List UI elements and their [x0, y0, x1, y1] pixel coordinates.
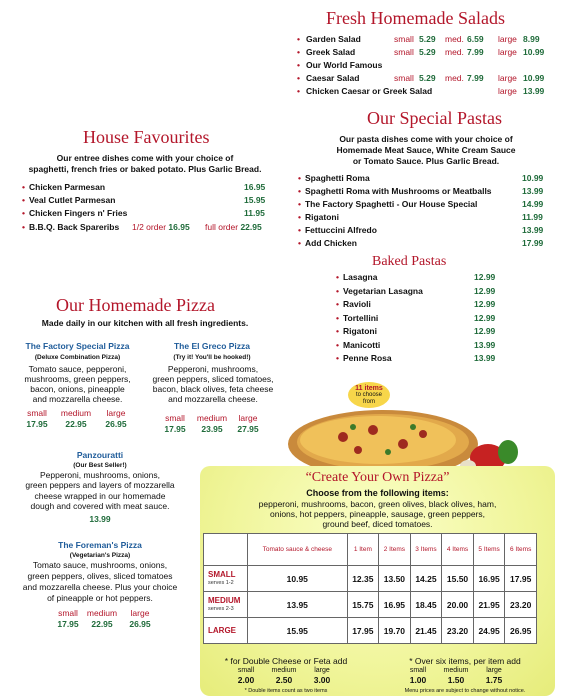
badge-line-3: from — [363, 399, 375, 405]
foreman-sub: (Vegetarian's Pizza) — [69, 552, 131, 559]
size-name: MEDIUM — [208, 595, 241, 605]
salad-med-label: med. — [445, 47, 464, 57]
baked-row — [336, 353, 392, 363]
size-label — [204, 618, 248, 644]
bullet: • — [336, 339, 339, 350]
foreman-price-small: 17.95 — [57, 619, 79, 629]
extra-size: large — [314, 667, 330, 674]
baked-price: 12.99 — [474, 285, 496, 296]
greco-desc-1: Pepperoni, mushrooms, — [167, 364, 259, 374]
extra-size: small — [237, 667, 255, 674]
ribs-row — [22, 222, 119, 232]
ribs-full-price: 22.95 — [240, 222, 262, 232]
salad-large-label: large — [498, 86, 517, 96]
pasta-row — [298, 238, 357, 248]
price-cell: 21.95 — [473, 592, 505, 618]
foreman-price-large: 26.95 — [129, 619, 151, 629]
salad-large-price: 13.99 — [523, 86, 545, 96]
baked-name: Penne Rosa — [342, 353, 392, 363]
foreman-size-small: small — [58, 608, 78, 618]
greco-price-medium: 23.95 — [201, 424, 223, 434]
pasta-price: 10.99 — [522, 173, 544, 183]
bullet: • — [298, 212, 301, 222]
foreman-price-medium: 22.95 — [91, 619, 113, 629]
baked-title: Baked Pastas — [372, 254, 447, 269]
bullet: • — [297, 60, 300, 70]
baked-price: 12.99 — [474, 272, 496, 282]
extra-price: 1.50 — [447, 675, 465, 685]
foreman-desc-4: of pineapple or hot peppers. — [47, 593, 153, 603]
price-cell: 16.95 — [473, 566, 505, 592]
salad-large-price: 10.99 — [523, 47, 545, 57]
panzo-sub: (Our Best Seller!) — [73, 462, 127, 469]
salad-small-price: 5.29 — [419, 47, 436, 57]
salad-small-label: small — [394, 34, 414, 44]
col-header: 5 Items — [473, 534, 505, 566]
panzo-name: Panzouratti — [76, 450, 124, 460]
bullet: • — [298, 199, 301, 209]
price-cell: 13.95 — [248, 592, 348, 618]
table-row — [204, 566, 537, 592]
baked-name: Manicotti — [342, 339, 381, 350]
pastas-intro-2: Homemade Meat Sauce, White Cream Sauce — [336, 145, 516, 155]
create-toppings-2: onions, hot peppers, pineapple, sausage, green peppers, — [269, 509, 486, 519]
extra-right-note: Menu prices are subject to change without notice. — [404, 688, 526, 694]
pasta-name: Spaghetti Roma — [304, 173, 370, 183]
pasta-price: 13.99 — [522, 186, 544, 196]
size-label — [204, 592, 248, 618]
price-cell: 17.95 — [347, 618, 379, 644]
salad-name: Caesar Salad — [306, 73, 360, 83]
salad-large-label: large — [498, 73, 517, 83]
price-cell: 15.95 — [248, 618, 348, 644]
foreman-desc-3: and mozzarella cheese. Plus your choice — [22, 582, 178, 592]
factory-pizza-sub: (Deluxe Combination Pizza) — [34, 354, 121, 361]
house-title: House Favourites — [83, 127, 210, 147]
bullet: • — [336, 353, 339, 363]
pastas-intro-1: Our pasta dishes come with your choice of — [339, 134, 513, 144]
baked-price: 13.99 — [474, 353, 496, 363]
pasta-price: 11.99 — [522, 212, 543, 222]
pastas-title: Our Special Pastas — [367, 108, 502, 128]
pizza-intro: Made daily in our kitchen with all fresh ingredients. — [41, 318, 249, 328]
salad-name: Greek Salad — [306, 47, 356, 57]
salad-small-label: small — [394, 73, 414, 83]
baked-row — [336, 286, 423, 296]
badge-line-1: 11 items — [355, 385, 383, 392]
salad-name: Chicken Caesar or Greek Salad — [306, 86, 433, 96]
factory-desc-3: bacon, onions, pineapple — [30, 384, 125, 394]
bullet: • — [22, 222, 25, 232]
greco-size-large: large — [238, 413, 258, 423]
baked-price: 12.99 — [474, 299, 496, 309]
pasta-row — [298, 212, 339, 222]
create-toppings-3: ground beef, diced tomatoes. — [322, 519, 433, 529]
salad-med-price: 7.99 — [467, 73, 484, 83]
salads-title: Fresh Homemade Salads — [326, 8, 505, 28]
baked-row — [336, 299, 371, 309]
baked-price: 12.99 — [474, 326, 496, 336]
extra-right-title: * Over six items, per item add — [409, 656, 521, 666]
factory-desc-2: mushrooms, green peppers, — [24, 374, 131, 384]
bullet: • — [298, 186, 301, 196]
house-name: Chicken Fingers n' Fries — [28, 208, 128, 218]
price-cell: 23.20 — [505, 592, 537, 618]
house-row — [22, 195, 115, 205]
price-cell: 24.95 — [473, 618, 505, 644]
factory-price-medium: 22.95 — [65, 419, 87, 429]
panzo-desc-3: cheese wrapped in our homemade — [34, 491, 166, 501]
salad-row — [297, 60, 549, 72]
table-corner — [204, 534, 248, 566]
salad-name: Garden Salad — [306, 34, 361, 44]
badge-line-2: to choose — [355, 392, 383, 398]
baked-row — [336, 340, 380, 350]
bullet: • — [298, 238, 301, 248]
pasta-price: 13.99 — [522, 225, 544, 235]
house-row — [22, 208, 127, 218]
create-toppings-1: pepperoni, mushrooms, bacon, green olives, black olives, ham, — [258, 499, 497, 509]
ribs-name: B.B.Q. Back Spareribs — [28, 222, 120, 232]
baked-name: Ravioli — [342, 299, 371, 309]
pastas-intro-3: or Tomato Sauce. Plus Garlic Bread. — [352, 156, 500, 166]
col-header: Tomato sauce & cheese — [248, 534, 348, 566]
house-row — [22, 182, 105, 192]
price-cell: 12.35 — [347, 566, 379, 592]
baked-name: Tortellini — [342, 312, 379, 323]
extra-price: 1.00 — [409, 675, 427, 685]
baked-price: 12.99 — [474, 312, 496, 323]
col-header: 1 Item — [347, 534, 379, 566]
bullet: • — [297, 73, 300, 83]
baked-name: Vegetarian Lasagna — [342, 285, 423, 296]
greco-size-small: small — [165, 413, 185, 423]
table-row — [204, 592, 537, 618]
extra-left-title: * for Double Cheese or Feta add — [224, 656, 348, 666]
bullet: • — [336, 326, 339, 336]
salad-med-price: 6.59 — [467, 34, 484, 44]
baked-row — [336, 272, 377, 282]
factory-size-large: large — [106, 408, 126, 418]
salad-row — [297, 73, 549, 85]
greco-size-medium: medium — [196, 413, 228, 423]
salad-med-label: med. — [445, 34, 464, 44]
pasta-row — [298, 186, 492, 196]
extra-price: 1.75 — [485, 675, 503, 685]
house-price: 11.95 — [244, 208, 265, 218]
salad-large-price: 8.99 — [523, 34, 540, 44]
factory-price-small: 17.95 — [26, 419, 48, 429]
foreman-desc-2: green peppers, olives, sliced tomatoes — [27, 571, 173, 581]
greco-desc-4: and mozzarella cheese. — [168, 394, 258, 404]
bullet: • — [297, 47, 300, 57]
bullet: • — [22, 182, 25, 192]
size-name: SMALL — [208, 569, 236, 579]
price-cell: 20.00 — [442, 592, 474, 618]
price-cell: 23.20 — [442, 618, 474, 644]
pasta-name: Rigatoni — [304, 212, 339, 222]
house-price: 16.95 — [244, 182, 266, 192]
foreman-size-medium: medium — [86, 608, 118, 618]
bullet: • — [336, 312, 339, 323]
foreman-size-large: large — [130, 608, 150, 618]
ribs-half-label: 1/2 order — [132, 222, 167, 232]
bullet: • — [297, 86, 300, 96]
pasta-name: The Factory Spaghetti - Our House Special — [304, 199, 478, 209]
bullet: • — [298, 173, 301, 183]
greco-price-small: 17.95 — [164, 424, 186, 434]
bullet: • — [336, 272, 339, 282]
salad-row — [297, 86, 549, 98]
factory-desc-1: Tomato sauce, pepperoni, — [28, 364, 127, 374]
salad-small-price: 5.29 — [419, 34, 436, 44]
salad-small-label: small — [394, 47, 414, 57]
ribs-half-price: 16.95 — [168, 222, 190, 232]
baked-name: Rigatoni — [342, 326, 377, 336]
extra-left-note: * Double items count as two items — [244, 688, 328, 694]
extra-price: 3.00 — [313, 675, 331, 685]
col-header: 3 Items — [410, 534, 442, 566]
extra-price: 2.00 — [237, 675, 255, 685]
house-intro-2: spaghetti, french fries or baked potato. Plus Garlic Bread. — [28, 164, 262, 174]
factory-desc-4: and mozzarella cheese. — [32, 394, 123, 404]
ribs-full-label: full order — [205, 222, 239, 232]
price-cell: 17.95 — [505, 566, 537, 592]
panzo-price: 13.99 — [89, 514, 111, 524]
pasta-name: Add Chicken — [304, 238, 357, 248]
salad-large-price: 10.99 — [523, 73, 545, 83]
bullet: • — [22, 208, 25, 218]
salad-med-price: 7.99 — [467, 47, 484, 57]
panzo-desc-1: Pepperoni, mushrooms, onions, — [39, 470, 160, 480]
salad-large-label: large — [498, 34, 517, 44]
house-name: Chicken Parmesan — [28, 182, 106, 192]
pasta-price: 14.99 — [522, 199, 544, 209]
extra-size: medium — [443, 667, 469, 674]
panzo-desc-4: dough and covered with meat sauce. — [30, 501, 170, 511]
salad-med-label: med. — [445, 73, 464, 83]
price-cell: 15.50 — [442, 566, 474, 592]
salad-row — [297, 47, 549, 59]
pasta-row — [298, 199, 477, 209]
greco-pizza-sub: (Try it! You'll be hooked!) — [173, 354, 251, 361]
foreman-desc-1: Tomato sauce, mushrooms, onions, — [32, 560, 168, 570]
size-label — [204, 566, 248, 592]
price-cell: 18.45 — [410, 592, 442, 618]
baked-price: 13.99 — [474, 339, 496, 350]
pasta-price: 17.99 — [522, 238, 544, 248]
bullet: • — [298, 225, 301, 235]
bullet: • — [336, 285, 339, 296]
price-cell: 10.95 — [248, 566, 348, 592]
price-cell: 21.45 — [410, 618, 442, 644]
house-name: Veal Cutlet Parmesan — [28, 195, 116, 205]
baked-name: Lasagna — [342, 272, 378, 282]
extra-size: small — [409, 667, 427, 674]
col-header: 6 Items — [505, 534, 537, 566]
size-serves: serves 2-3 — [208, 605, 234, 612]
price-cell: 14.25 — [410, 566, 442, 592]
foreman-name: The Foreman's Pizza — [58, 540, 142, 550]
salad-large-label: large — [498, 47, 517, 57]
bullet: • — [336, 299, 339, 309]
items-badge — [348, 382, 390, 408]
factory-price-large: 26.95 — [105, 419, 127, 429]
greco-price-large: 27.95 — [237, 424, 259, 434]
price-cell: 15.75 — [347, 592, 379, 618]
pizza-title: Our Homemade Pizza — [56, 295, 215, 315]
house-price: 15.95 — [244, 195, 266, 205]
extra-size: large — [486, 667, 502, 674]
greco-pizza-name: The El Greco Pizza — [173, 341, 251, 351]
create-title: “Create Your Own Pizza” — [305, 470, 450, 485]
col-header: 4 Items — [442, 534, 474, 566]
ribs-half — [132, 222, 190, 232]
salad-row — [297, 34, 549, 46]
price-cell: 19.70 — [379, 618, 411, 644]
pasta-name: Fettuccini Alfredo — [304, 225, 377, 235]
create-price-table — [203, 533, 537, 644]
baked-row — [336, 313, 378, 323]
ribs-full — [205, 222, 262, 232]
price-cell: 16.95 — [379, 592, 411, 618]
price-cell: 26.95 — [505, 618, 537, 644]
size-name: LARGE — [208, 625, 236, 635]
pasta-row — [298, 225, 377, 235]
factory-pizza-name: The Factory Special Pizza — [25, 341, 130, 351]
greco-desc-2: green peppers, sliced tomatoes, — [152, 374, 274, 384]
create-choose: Choose from the following items: — [306, 488, 449, 498]
size-serves: serves 1-2 — [208, 579, 234, 586]
extra-size: medium — [271, 667, 297, 674]
salad-name: Our World Famous — [306, 60, 383, 70]
bullet: • — [22, 195, 25, 205]
greco-desc-3: bacon, black olives, feta cheese — [152, 384, 274, 394]
table-row — [204, 618, 537, 644]
bullet: • — [297, 34, 300, 44]
house-intro-1: Our entree dishes come with your choice of — [56, 153, 234, 163]
extra-price: 2.50 — [275, 675, 293, 685]
col-header: 2 Items — [379, 534, 411, 566]
baked-row — [336, 326, 377, 336]
salad-small-price: 5.29 — [419, 73, 436, 83]
price-cell: 13.50 — [379, 566, 411, 592]
factory-size-medium: medium — [60, 408, 92, 418]
factory-size-small: small — [27, 408, 47, 418]
pasta-row — [298, 173, 370, 183]
pasta-name: Spaghetti Roma with Mushrooms or Meatballs — [304, 186, 492, 196]
panzo-desc-2: green peppers and layers of mozzarella — [25, 480, 175, 490]
